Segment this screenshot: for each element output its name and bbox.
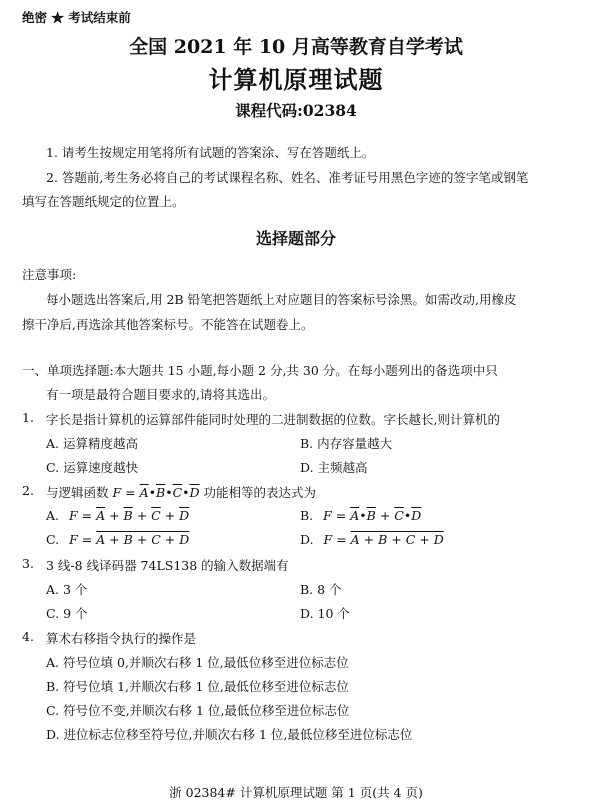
question-2-stem xyxy=(46,483,316,501)
paper-title: 计算机原理试题 xyxy=(208,65,384,94)
question-2-option-b-expression: $F = \overline{A}•\overline{B}$ + $\overline{C}•\overline{D}$ xyxy=(323,508,422,523)
question-1-option-a: A. 运算精度越高 xyxy=(46,436,138,451)
question-2-option-a-label: A. xyxy=(46,508,60,523)
question-2-function-expression: $F = \overline{A}•\overline{B}•\overline{C}•\overline{D}$ xyxy=(112,485,200,500)
page-footer: 浙 02384# 计算机原理试题 第 1 页(共 4 页) xyxy=(169,785,423,800)
question-3-option-c: C. 9 个 xyxy=(46,606,88,621)
question-3-option-a: A. 3 个 xyxy=(46,582,88,597)
question-3-stem: 3 线-8 线译码器 74LS138 的输入数据端有 xyxy=(46,558,289,573)
question-4-option-a: A. 符号位填 0,并顺次右移 1 位,最低位移至进位标志位 xyxy=(46,655,349,670)
part-heading-line2: 有一项是最符合题目要求的,请将其选出。 xyxy=(46,387,275,402)
question-3-option-b: B. 8 个 xyxy=(300,582,342,597)
notice-heading: 注意事项: xyxy=(22,267,77,282)
question-1-option-d: D. 主频越高 xyxy=(300,460,368,475)
notice-line-1: 每小题选出答案后,用 2B 铅笔把答题纸上对应题目的答案标号涂黑。如需改动,用橡皮 xyxy=(46,292,517,307)
instruction-2-line2: 填写在答题纸规定的位置上。 xyxy=(22,194,185,209)
notice-line-2: 擦干净后,再选涂其他答案标号。不能答在试题卷上。 xyxy=(22,317,314,332)
question-2-option-c-expression: F = A + B + C + D xyxy=(69,532,190,547)
question-1-option-b: B. 内存容量越大 xyxy=(300,436,393,451)
question-2-option-d-expression: F = A + B + C + D xyxy=(323,532,444,547)
question-2-option-b xyxy=(300,508,421,523)
question-2-option-c xyxy=(46,532,189,547)
question-4-option-d: D. 进位标志位移至符号位,并顺次右移 1 位,最低位移至进位标志位 xyxy=(46,727,413,742)
question-1-option-c: C. 运算速度越快 xyxy=(46,460,139,475)
question-4-number: 4. xyxy=(22,629,34,644)
question-2-option-a-expression: $F = \overline{A} + \overline{B} + \overline{C} + \overline{D}$ xyxy=(69,508,190,523)
question-1-stem: 字长是指计算机的运算部件能同时处理的二进制数据的位数。字长越长,则计算机的 xyxy=(46,412,500,427)
question-1-number: 1. xyxy=(22,410,34,425)
exam-title: 全国 2021 年 10 月高等教育自学考试 xyxy=(129,36,463,58)
question-2-option-c-label: C. xyxy=(46,532,60,547)
question-3-number: 3. xyxy=(22,556,34,571)
question-2-stem-prefix: 与逻辑函数 xyxy=(46,485,109,500)
question-4-option-c: C. 符号位不变,并顺次右移 1 位,最低位移至进位标志位 xyxy=(46,703,350,718)
question-2-option-b-label: B. xyxy=(300,508,314,523)
instruction-1: 1. 请考生按规定用笔将所有试题的答案涂、写在答题纸上。 xyxy=(46,145,375,160)
part-heading-line1: 一、单项选择题:本大题共 15 小题,每小题 2 分,共 30 分。在每小题列出的备选项中只 xyxy=(22,363,498,378)
question-3-option-d: D. 10 个 xyxy=(300,606,350,621)
question-2-option-d xyxy=(300,532,444,547)
question-4-option-b: B. 符号位填 1,并顺次右移 1 位,最低位移至进位标志位 xyxy=(46,679,349,694)
confidential-mark: 绝密 ★ 考试结束前 xyxy=(22,10,131,25)
question-2-number: 2. xyxy=(22,483,34,498)
instruction-2-line1: 2. 答题前,考生务必将自己的考试课程名称、姓名、准考证号用黑色字迹的签字笔或钢笔 xyxy=(46,170,529,185)
course-code: 课程代码:02384 xyxy=(235,101,357,120)
question-4-stem: 算术右移指令执行的操作是 xyxy=(46,631,197,646)
question-2-option-d-label: D. xyxy=(300,532,314,547)
section-title: 选择题部分 xyxy=(255,229,336,248)
question-2-option-a xyxy=(46,508,189,523)
question-2-stem-suffix: 功能相等的表达式为 xyxy=(203,485,317,500)
